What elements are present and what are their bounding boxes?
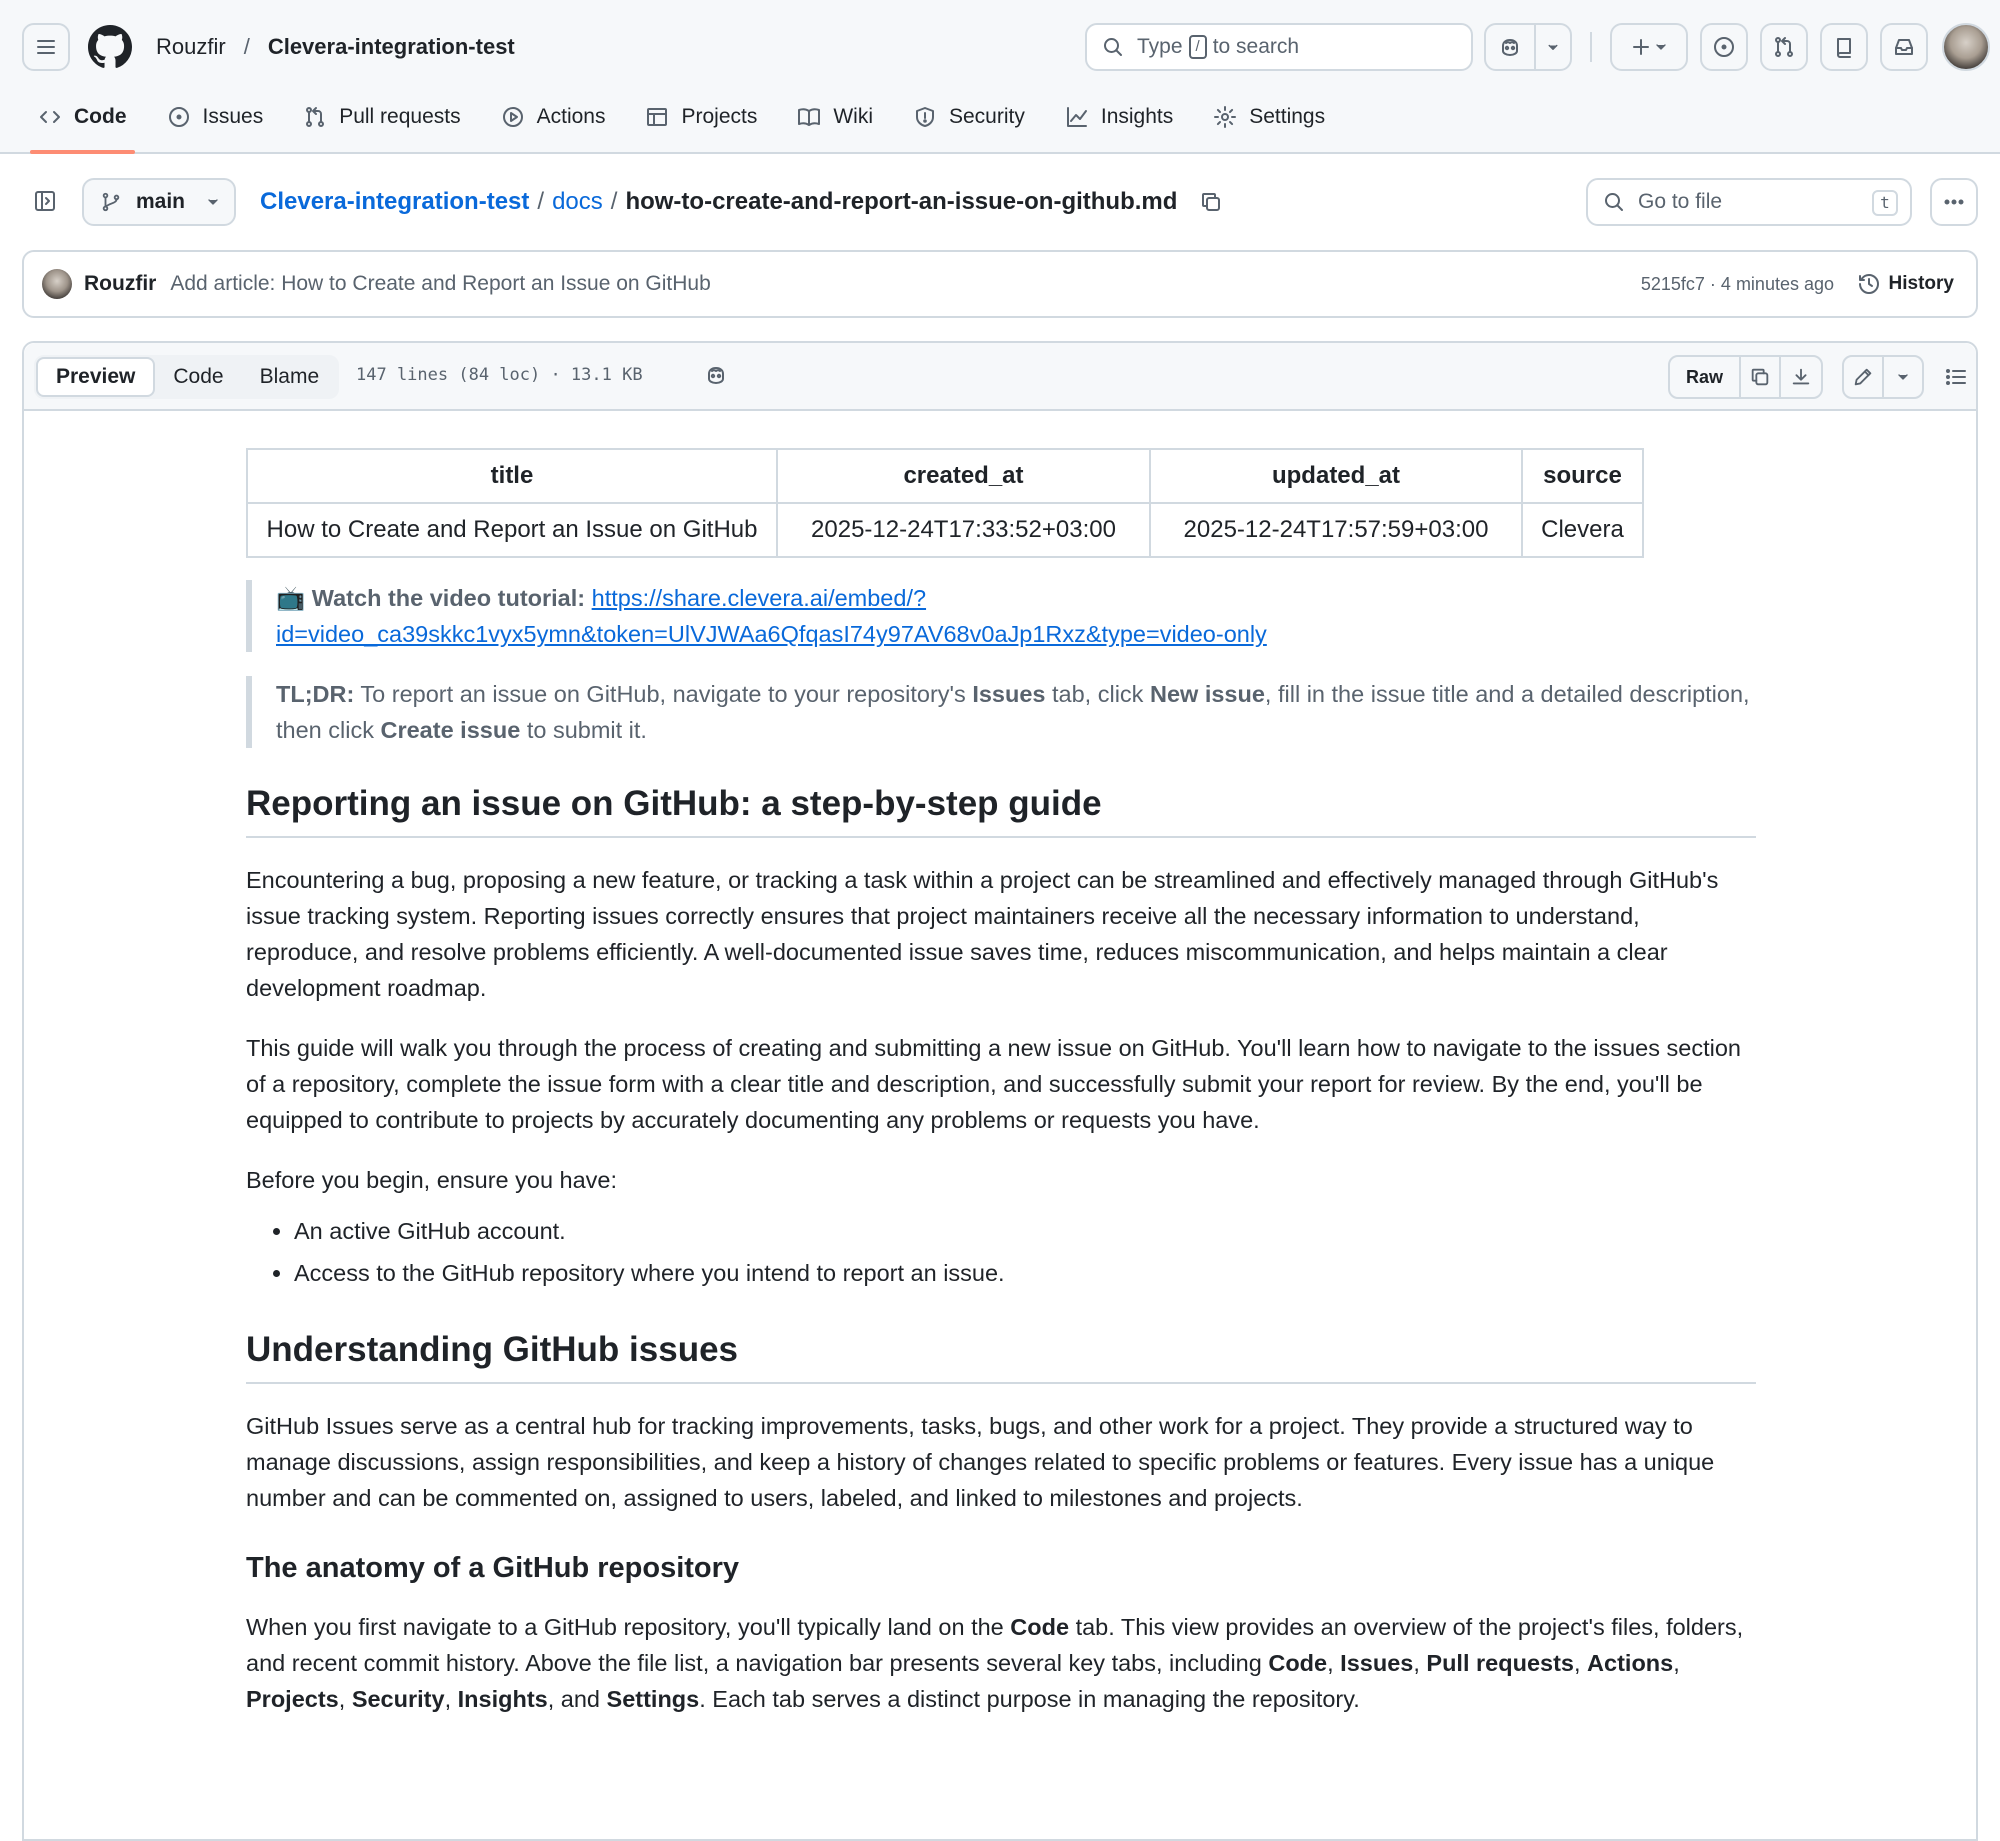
edit-file-button[interactable] (1844, 357, 1884, 397)
bold-text: Security (351, 1686, 445, 1712)
video-tutorial-quote (246, 580, 1756, 652)
search-icon (1101, 35, 1125, 59)
prerequisites-list (246, 1210, 1756, 1294)
caret-down-icon (1653, 39, 1669, 55)
hamburger-icon (34, 35, 58, 59)
file-navigation (0, 154, 2000, 250)
inbox-icon (1892, 35, 1916, 59)
text: and (560, 1686, 600, 1712)
gear-icon (1213, 105, 1237, 129)
user-avatar[interactable] (1942, 23, 1990, 71)
commit-meta[interactable]: 5215fc7 · 4 minutes ago (1640, 273, 1834, 294)
markdown-body (246, 411, 1756, 1717)
video-link-line2: id=video_ca39skkc1vyx5ymn&token=UlVJWAa6QfqasI74y97AV68v0aJp1Rxz&type=video-only (276, 621, 1267, 647)
video-label: Watch the video tutorial: (311, 585, 586, 611)
download-icon (1790, 366, 1812, 388)
tldr-text: to submit it. (526, 717, 647, 743)
tv-emoji: 📺 (276, 585, 306, 611)
file-path-breadcrumb (260, 188, 1223, 216)
menu-button[interactable] (22, 23, 70, 71)
text: When you first navigate to a GitHub repository, you'll typically land on the (246, 1614, 1004, 1640)
preview-tab[interactable]: Preview (36, 357, 155, 397)
search-shortcut-key: / (1189, 35, 1207, 59)
path-separator: / (537, 188, 545, 215)
tab-label: Wiki (833, 105, 873, 128)
breadcrumb-owner[interactable]: Rouzfir (156, 34, 226, 59)
tab-wiki[interactable] (785, 94, 885, 140)
edit-actions (1842, 355, 1924, 399)
sidebar-expand-icon (33, 189, 57, 213)
repo-tabs (0, 94, 1353, 154)
bold-text: Issues (1340, 1650, 1414, 1676)
tldr-text: To report an issue on GitHub, navigate to your repository's (360, 681, 966, 707)
tab-label: Pull requests (339, 105, 461, 128)
copy-raw-button[interactable] (1741, 357, 1781, 397)
app-header (0, 0, 2000, 154)
go-to-file-placeholder: Go to file (1638, 190, 1723, 213)
repositories-button[interactable] (1820, 23, 1868, 71)
tab-label: Code (74, 105, 127, 128)
video-link-line1: https://share.clevera.ai/embed/? (591, 585, 927, 611)
search-prefix: Type (1137, 35, 1183, 58)
search-suffix: to search (1212, 35, 1300, 58)
bold-text: Code (1268, 1650, 1328, 1676)
copy-icon (1749, 366, 1771, 388)
go-to-file-input[interactable] (1586, 178, 1912, 226)
pencil-icon (1852, 366, 1874, 388)
top-bar (0, 0, 2000, 94)
plus-icon (1629, 35, 1653, 59)
paragraph: Before you begin, ensure you have: (246, 1167, 618, 1193)
caret-down-icon (205, 194, 221, 210)
table-cell: Clevera (1522, 503, 1643, 557)
git-branch-icon (100, 191, 122, 213)
play-icon (501, 105, 525, 129)
bold-text: Pull requests (1426, 1650, 1574, 1676)
list-unordered-icon (1944, 365, 1968, 389)
graph-icon (1065, 105, 1089, 129)
tab-label: Security (949, 105, 1025, 128)
tldr-label: TL;DR: (276, 681, 355, 707)
subsection-heading: The anatomy of a GitHub repository (246, 1552, 740, 1584)
table-header-row (247, 449, 1643, 503)
book-icon (797, 105, 821, 129)
tab-label: Insights (1100, 105, 1174, 128)
pull-requests-button[interactable] (1760, 23, 1808, 71)
caret-down-icon (1895, 369, 1911, 385)
edit-dropdown-button[interactable] (1884, 357, 1922, 397)
bold-text: Settings (606, 1686, 700, 1712)
history-icon (1857, 272, 1881, 296)
raw-button[interactable]: Raw (1670, 357, 1741, 397)
view-mode-toggle (34, 355, 339, 399)
tab-label: Settings (1249, 105, 1326, 128)
pull-request-icon (303, 105, 327, 129)
tldr-bold: New issue (1149, 681, 1265, 707)
table-cell: 2025-12-24T17:33:52+03:00 (777, 503, 1150, 557)
frontmatter-table (246, 448, 1644, 558)
file-header (24, 343, 1976, 411)
paragraph: GitHub Issues serve as a central hub for tracking improvements, tasks, bugs, and other work for a project. They provide a structured way to manage discussions, assign responsibilities, and keep a history of changes related to specific problems or features. Every issue has a unique number and can be commented on, assigned to users, labeled, and linked to milestones and projects. (246, 1413, 1715, 1511)
tab-label: Issues (202, 105, 264, 128)
divider (1590, 32, 1592, 62)
table-cell: 2025-12-24T17:57:59+03:00 (1150, 503, 1522, 557)
global-search[interactable] (1085, 23, 1473, 71)
tab-label: Projects (681, 105, 758, 128)
copilot-menu[interactable] (1484, 23, 1572, 71)
create-new-menu[interactable] (1610, 23, 1688, 71)
file-actions (1668, 355, 1823, 399)
list-item: • Access to the GitHub repository where you intend to report an issue. (294, 1252, 1756, 1294)
breadcrumb-separator: / (243, 34, 250, 59)
code-icon (38, 105, 62, 129)
bold-text: Code (1010, 1614, 1070, 1640)
history-label: History (1888, 273, 1954, 294)
more-options-button[interactable] (1930, 178, 1978, 226)
branch-selector[interactable] (82, 178, 236, 226)
github-logo-icon[interactable] (88, 25, 132, 69)
tab-issues[interactable] (155, 94, 276, 140)
create-new-button[interactable] (1612, 25, 1686, 69)
tab-label: Actions (536, 105, 606, 128)
text: tab. This view provides an overview of the project's files, folders, and recent commit history. Above the file list, a navigation bar presents several key tabs, including (246, 1614, 1744, 1676)
pull-request-icon (1772, 35, 1796, 59)
latest-commit (22, 250, 1978, 318)
tldr-bold: Issues (972, 681, 1046, 707)
toggle-file-tree-button[interactable] (22, 178, 68, 224)
path-repo-link[interactable]: Clevera-integration-test (260, 188, 530, 215)
commit-author-avatar[interactable] (42, 269, 72, 299)
branch-name: main (136, 190, 186, 213)
table-header: title (247, 449, 777, 503)
file-viewer (22, 341, 1978, 1841)
table-icon (645, 105, 669, 129)
commit-author[interactable]: Rouzfir (84, 272, 157, 295)
code-tab[interactable]: Code (173, 365, 224, 388)
inbox-button[interactable] (1880, 23, 1928, 71)
file-info: 147 lines (84 loc) · 13.1 KB (356, 365, 643, 385)
copilot-icon[interactable] (704, 363, 728, 387)
history-button[interactable] (1857, 272, 1954, 296)
copy-path-icon[interactable] (1199, 190, 1223, 214)
article-heading: Reporting an issue on GitHub: a step-by-step guide (246, 784, 1756, 838)
tab-code[interactable] (26, 94, 139, 140)
blame-tab[interactable]: Blame (259, 365, 320, 388)
kebab-horizontal-icon (1942, 190, 1966, 214)
tab-projects[interactable] (633, 94, 769, 140)
table-header: updated_at (1150, 449, 1522, 503)
tab-insights[interactable] (1053, 94, 1185, 140)
go-to-file-shortcut: t (1872, 190, 1898, 216)
tldr-quote (246, 676, 1756, 748)
issues-button[interactable] (1700, 23, 1748, 71)
list-item: • An active GitHub account. (294, 1210, 1756, 1252)
bold-text: Insights (457, 1686, 548, 1712)
tldr-bold: Create issue (380, 717, 521, 743)
breadcrumb-repo[interactable]: Clevera-integration-test (267, 34, 515, 59)
tab-actions[interactable] (489, 94, 618, 140)
path-dir-link[interactable]: docs (552, 188, 603, 215)
table-header: created_at (777, 449, 1150, 503)
paragraph: This guide will walk you through the process of creating and submitting a new issue on GitHub. You'll learn how to navigate to the issues section of a repository, complete the issue form with a clear title and description, and successfully submit your report for review. By the end, you'll be equipped to contribute to projects by accurately documenting any problems or requests you have. (246, 1035, 1741, 1133)
paragraph: Encountering a bug, proposing a new feature, or tracking a task within a project can be streamlined and effectively managed through GitHub's issue tracking system. Reporting issues correctly ensures that project maintainers receive all the necessary information to understand, reproduce, and resolve problems efficiently. A well-documented issue saves time, reduces miscommunication, and helps maintain a clear development roadmap. (246, 867, 1719, 1001)
header-tools (1484, 23, 1990, 71)
bold-text: Actions (1587, 1650, 1674, 1676)
path-file-name: how-to-create-and-report-an-issue-on-github.md (625, 188, 1178, 215)
issue-icon (167, 105, 191, 129)
commit-message[interactable]: Add article: How to Create and Report an Issue on GitHub (170, 272, 711, 295)
issue-opened-icon (1712, 35, 1736, 59)
shield-icon (913, 105, 937, 129)
table-header: source (1522, 449, 1643, 503)
caret-down-icon (1544, 38, 1562, 56)
tab-security[interactable] (901, 94, 1037, 140)
table-cell: How to Create and Report an Issue on GitHub (247, 503, 777, 557)
paragraph: When you first navigate to a GitHub repository, you'll typically land on the Code tab. This view provides an overview of the project's files, folders, and recent commit history. Above the file list, a navigation bar presents several key tabs, including Code, Issues, Pull requests, Actions, Projects, Security, Insights, and Settings. Each tab serves a distinct purpose in managing the repository. (246, 1614, 1744, 1712)
table-row (247, 503, 1643, 557)
search-icon (1602, 190, 1626, 214)
tab-pull-requests[interactable] (291, 94, 472, 140)
tldr-text: tab, click (1052, 681, 1144, 707)
outline-button[interactable] (1934, 355, 1978, 399)
copilot-dropdown[interactable] (1534, 25, 1570, 69)
text: . Each tab serves a distinct purpose in managing the repository. (699, 1686, 1360, 1712)
path-separator: / (610, 188, 618, 215)
tab-settings[interactable] (1201, 94, 1337, 140)
tldr-text: , fill in the issue title and a detailed description, then click (276, 681, 1750, 743)
download-button[interactable] (1781, 357, 1821, 397)
bold-text: Projects (246, 1686, 339, 1712)
repo-icon (1832, 35, 1856, 59)
copilot-button[interactable] (1486, 25, 1534, 69)
section-heading: Understanding GitHub issues (246, 1330, 1756, 1384)
copilot-icon (1498, 35, 1522, 59)
